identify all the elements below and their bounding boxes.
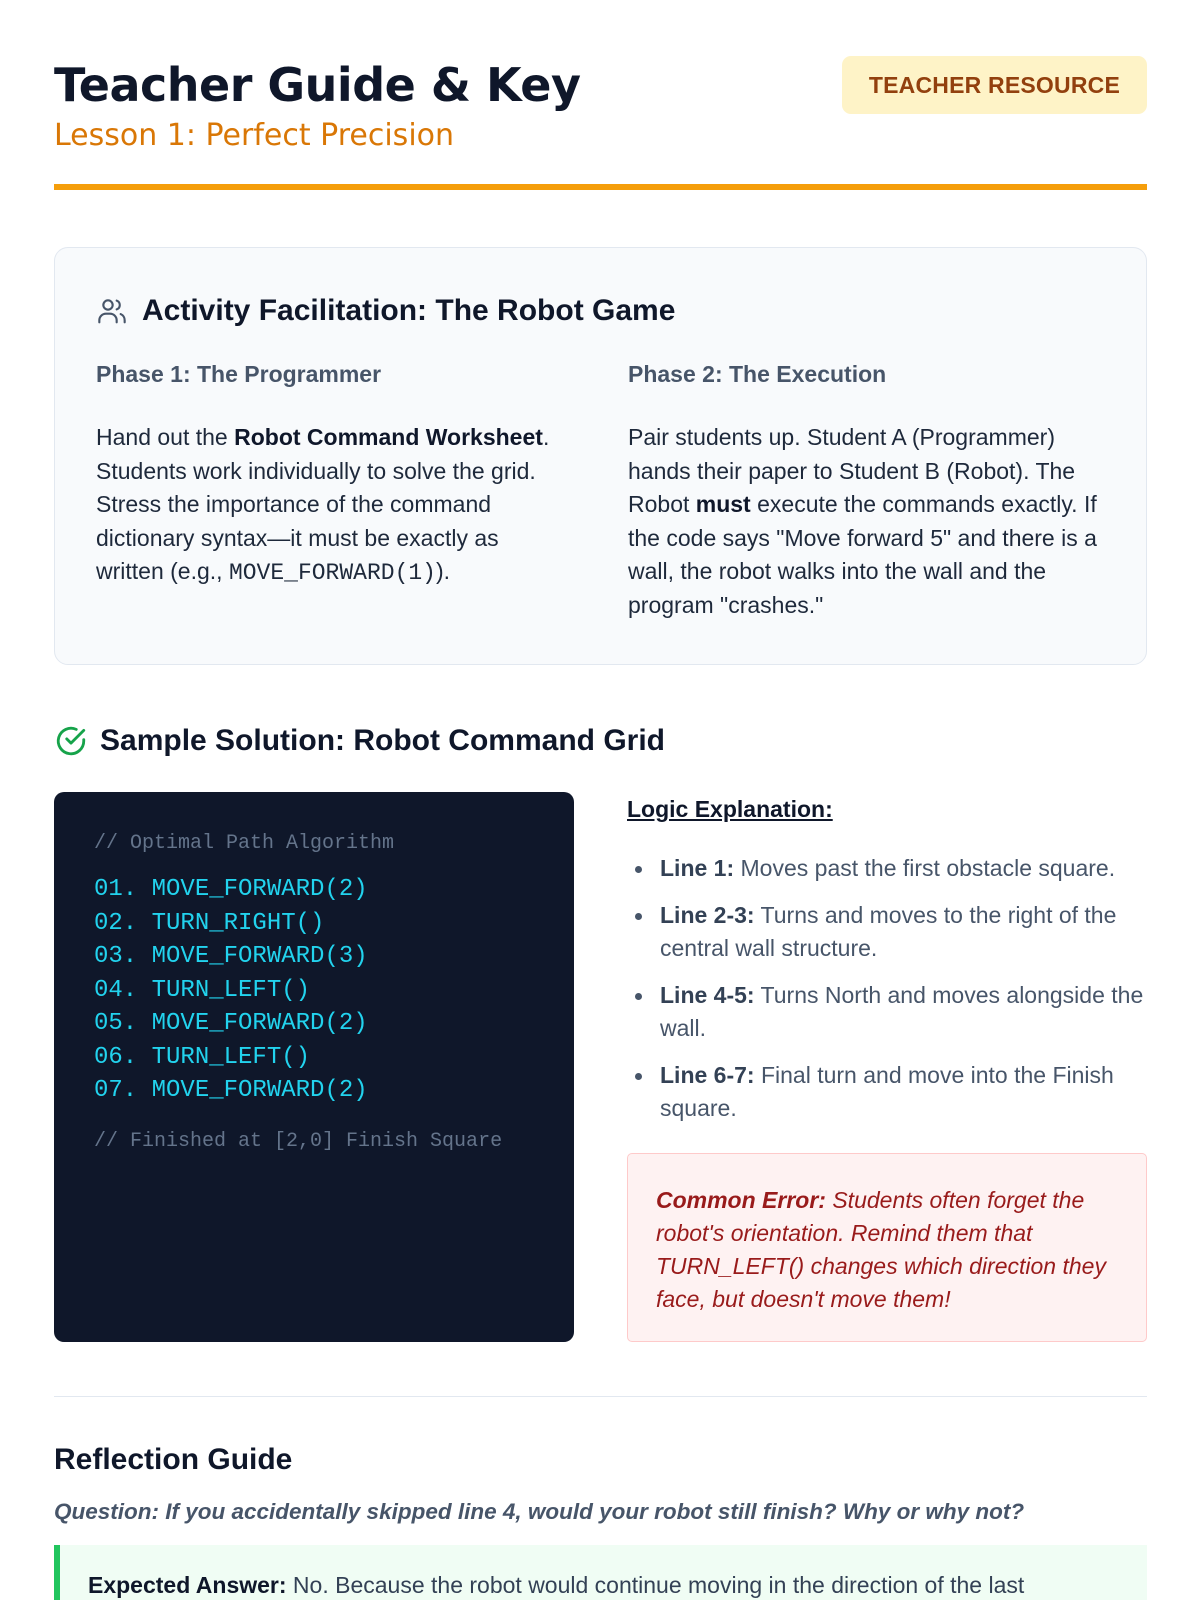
list-item: Line 2-3: Turns and moves to the right of the central wall structure. — [627, 899, 1147, 966]
code-block — [54, 792, 574, 1342]
page-header — [54, 56, 1147, 190]
list-item: Line 6-7: Final turn and move into the Finish square. — [627, 1059, 1147, 1126]
common-error-label: Common Error: — [656, 1187, 826, 1213]
inline-code: MOVE_FORWARD(1) — [228, 560, 436, 586]
code-line: 07. MOVE_FORWARD(2) — [94, 1077, 368, 1104]
section-divider — [54, 1396, 1147, 1397]
code-line: 05. MOVE_FORWARD(2) — [94, 1010, 368, 1037]
phase2-text: Pair students up. Student A (Programmer) hands their paper to Student B (Robot). The Robot must execute the commands exactly. If the code says "Move forward 5" and there is a wall, the robot walks into the wall and the program "crashes." — [628, 424, 1097, 618]
code-header-comment: // Optimal Path Algorithm — [94, 832, 395, 855]
emphasis-must: must — [695, 491, 751, 517]
code-line: 02. TURN_RIGHT() — [94, 909, 325, 937]
phase1-text: Hand out the Robot Command Worksheet. Students work individually to solve the grid. Stress the importance of the command dictionary syntax—it must be exactly as written (e.g., MOVE_FORWARD(1)). — [96, 424, 550, 586]
list-item: Line 4-5: Turns North and moves alongside the wall. — [627, 979, 1147, 1046]
logic-heading: Logic Explanation: — [627, 796, 833, 822]
code-line: 04. TURN_LEFT() — [94, 976, 311, 1004]
solution-header — [54, 724, 665, 758]
activity-card-title: Activity Facilitation: The Robot Game — [142, 294, 676, 327]
check-circle-icon — [54, 724, 88, 758]
list-item: Line 1: Moves past the first obstacle square. — [627, 852, 1147, 886]
code-line: 01. MOVE_FORWARD(2) — [94, 876, 368, 903]
common-error-text: Students often forget the robot's orientation. Remind them that TURN_LEFT() changes which direction they face, but doesn't move them! — [656, 1187, 1106, 1312]
phase2-heading: Phase 2: The Execution — [628, 361, 887, 387]
logic-explanation — [627, 792, 1147, 1139]
phase2-column — [628, 361, 1104, 622]
phase1-column — [96, 361, 572, 591]
teacher-resource-badge: TEACHER RESOURCE — [842, 56, 1147, 114]
activity-facilitation-card — [54, 247, 1147, 665]
page-title: Teacher Guide & Key — [54, 58, 581, 112]
answer-text: No. Because the robot would continue moving in the direction of the last — [286, 1572, 1025, 1598]
phase1-heading: Phase 1: The Programmer — [96, 361, 382, 387]
common-error-callout — [627, 1153, 1147, 1342]
teacher-guide-page — [54, 0, 1147, 1600]
code-footer-comment: // Finished at [2,0] Finish Square — [94, 1129, 503, 1153]
worksheet-name: Robot Command Worksheet — [234, 424, 543, 450]
code-line: 06. TURN_LEFT() — [94, 1043, 311, 1071]
expected-answer — [54, 1545, 1147, 1600]
activity-card-header — [96, 294, 675, 328]
lesson-subtitle: Lesson 1: Perfect Precision — [54, 118, 455, 153]
reflection-question: Question: If you accidentally skipped line 4, would your robot still finish? Why or why not? — [54, 1499, 1025, 1524]
code-lines — [94, 873, 534, 1108]
users-icon — [96, 295, 128, 327]
logic-list — [627, 852, 1147, 1126]
reflection-title: Reflection Guide — [54, 1443, 293, 1476]
answer-label: Expected Answer: — [88, 1572, 287, 1598]
code-line: 03. MOVE_FORWARD(3) — [94, 943, 368, 970]
solution-title: Sample Solution: Robot Command Grid — [100, 724, 665, 757]
